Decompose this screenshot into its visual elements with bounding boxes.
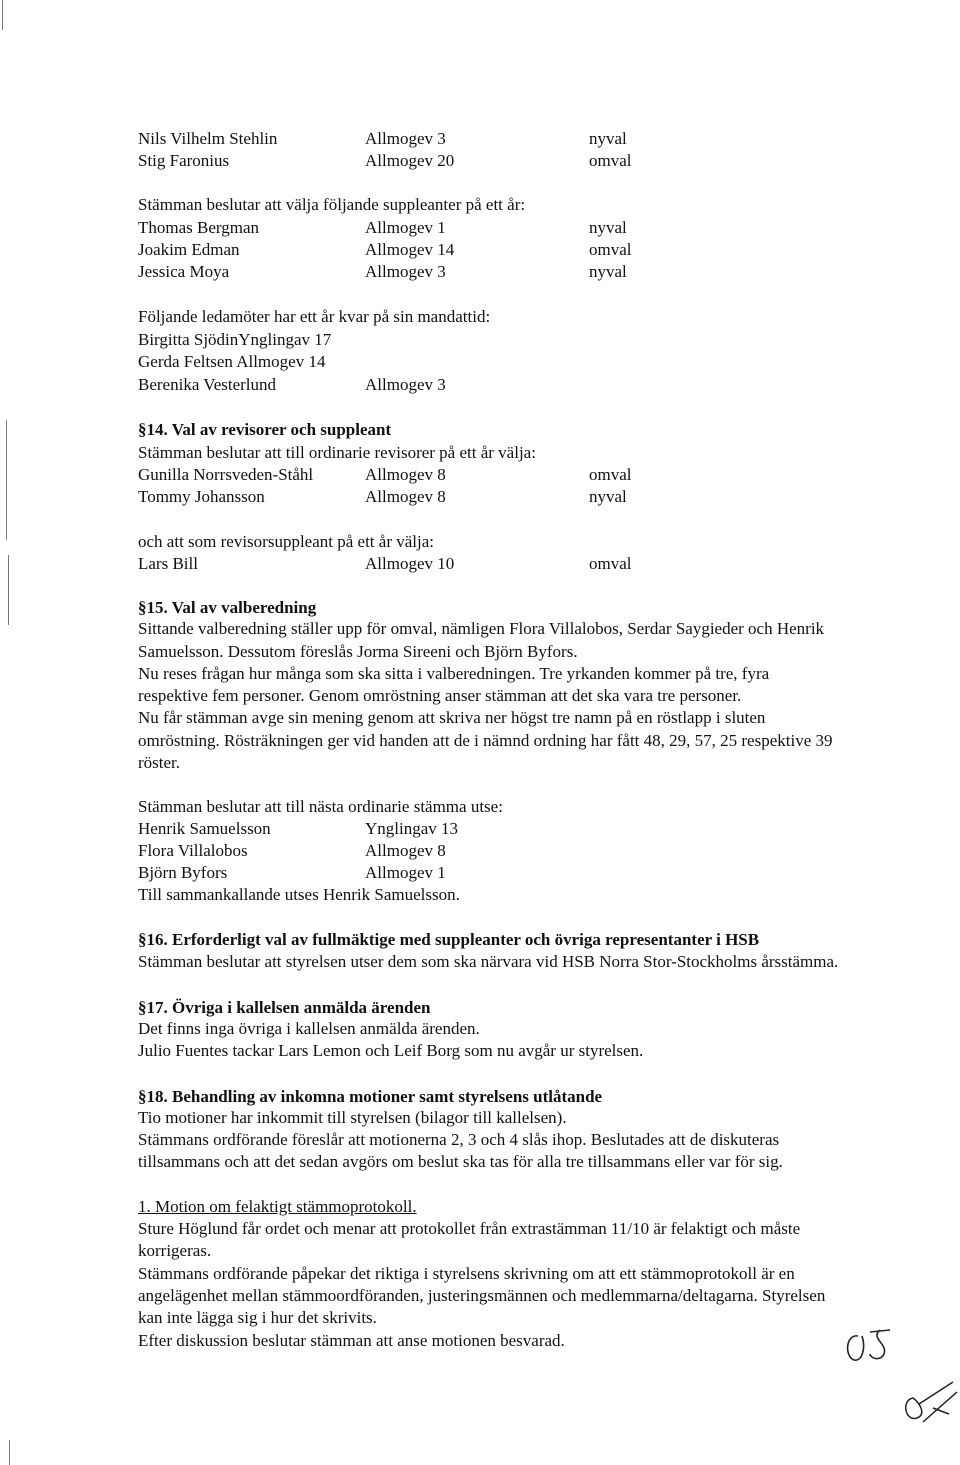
- member-name: Nils Vilhelm Stehlin: [138, 129, 278, 148]
- suppleant-status: nyval: [589, 262, 627, 281]
- auditor-suppleant-name: Lars Bill: [138, 554, 198, 573]
- motion-title: 1. Motion om felaktigt stämmoprotokoll.: [138, 1197, 417, 1216]
- section-16-heading: [138, 930, 759, 950]
- section-15-line: respektive fem personer. Genom omröstning anser stämman att det ska vara tre personer.: [138, 686, 742, 705]
- member-address: Allmogev 20: [365, 151, 455, 170]
- remaining-name: Berenika Vesterlund: [138, 375, 277, 394]
- remaining-address: Allmogev 3: [365, 375, 446, 394]
- motion-line: angelägenhet mellan stämmoordföranden, justeringsmännen och medlemmarna/deltagarna. Styrelsen: [138, 1286, 826, 1305]
- section-title: Erforderligt val av fullmäktige med suppleanter och övriga representanter i HSB: [172, 930, 760, 949]
- section-title: Övriga i kallelsen anmälda ärenden: [172, 998, 431, 1017]
- section-14-intro: Stämman beslutar att till ordinarie revisorer på ett år välja:: [138, 443, 536, 462]
- section-17-line: Det finns inga övriga i kallelsen anmälda ärenden.: [138, 1019, 480, 1038]
- section-number: §15.: [138, 598, 168, 617]
- section-15-line: Samuelsson. Dessutom föreslås Jorma Sireeni och Björn Byfors.: [138, 642, 578, 661]
- remaining-intro: Följande ledamöter har ett år kvar på sin mandattid:: [138, 307, 491, 326]
- section-18-line: Stämmans ordförande föreslår att motionerna 2, 3 och 4 slås ihop. Beslutades att de diskuteras: [138, 1130, 780, 1149]
- section-title: Val av revisorer och suppleant: [171, 420, 392, 439]
- nomination-address: Allmogev 8: [365, 841, 446, 860]
- suppleant-status: nyval: [589, 218, 627, 237]
- section-title: Val av valberedning: [171, 598, 317, 617]
- member-status: omval: [589, 151, 632, 170]
- handwritten-initials: [840, 1318, 910, 1373]
- scan-mark: [9, 1440, 10, 1465]
- auditor-suppleant-status: omval: [589, 554, 632, 573]
- motion-line: kan inte lägga sig i hur det skrivits.: [138, 1308, 377, 1327]
- motion-line: Efter diskussion beslutar stämman att anse motionen besvarad.: [138, 1331, 565, 1350]
- section-17-line: Julio Fuentes tackar Lars Lemon och Leif Borg som nu avgår ur styrelsen.: [138, 1041, 644, 1060]
- handwritten-signature: [893, 1378, 960, 1433]
- section-15-line: Nu får stämman avge sin mening genom att skriva ner högst tre namn på en röstlapp i sluten: [138, 708, 766, 727]
- auditor-suppleant-address: Allmogev 10: [365, 554, 455, 573]
- section-18-line: tillsammans och att det sedan avgörs om beslut ska tas för alla tre tillsammans eller var för sig.: [138, 1152, 783, 1171]
- member-address: Allmogev 3: [365, 129, 446, 148]
- auditor-address: Allmogev 8: [365, 487, 446, 506]
- section-number: §14.: [138, 420, 168, 439]
- section-18-heading: [138, 1087, 602, 1107]
- nomination-address: Allmogev 1: [365, 863, 446, 882]
- section-number: §16.: [138, 930, 168, 949]
- suppleant-name: Joakim Edman: [138, 240, 240, 259]
- scan-mark: [8, 555, 9, 625]
- member-name: Stig Faronius: [138, 151, 230, 170]
- nomination-name: Björn Byfors: [138, 863, 228, 882]
- suppleant-name: Jessica Moya: [138, 262, 230, 281]
- remaining-line: Gerda Feltsen Allmogev 14: [138, 352, 326, 371]
- auditor-status: omval: [589, 465, 632, 484]
- motion-line: Sture Höglund får ordet och menar att protokollet från extrastämman 11/10 är felaktigt och måste: [138, 1219, 801, 1238]
- motion-line: korrigeras.: [138, 1241, 212, 1260]
- auditor-status: nyval: [589, 487, 627, 506]
- section-18-line: Tio motioner har inkommit till styrelsen (bilagor till kallelsen).: [138, 1108, 567, 1127]
- scan-mark: [2, 0, 3, 30]
- member-status: nyval: [589, 129, 627, 148]
- convener-line: Till sammankallande utses Henrik Samuelsson.: [138, 885, 460, 904]
- nomination-name: Henrik Samuelsson: [138, 819, 271, 838]
- auditor-address: Allmogev 8: [365, 465, 446, 484]
- section-15-heading: [138, 598, 316, 618]
- suppleant-name: Thomas Bergman: [138, 218, 260, 237]
- remaining-line: Birgitta SjödinYnglingav 17: [138, 330, 332, 349]
- suppleant-status: omval: [589, 240, 632, 259]
- suppleant-address: Allmogev 1: [365, 218, 446, 237]
- section-title: Behandling av inkomna motioner samt styrelsens utlåtande: [172, 1087, 603, 1106]
- motion-line: Stämmans ordförande påpekar det riktiga i styrelsens skrivning om att ett stämmoprotokoll är en: [138, 1264, 795, 1283]
- auditor-suppleant-intro: och att som revisorsuppleant på ett år välja:: [138, 532, 434, 551]
- scan-mark: [6, 420, 7, 540]
- suppleant-address: Allmogev 3: [365, 262, 446, 281]
- section-number: §17.: [138, 998, 168, 1017]
- suppleant-address: Allmogev 14: [365, 240, 455, 259]
- auditor-name: Tommy Johansson: [138, 487, 265, 506]
- section-17-heading: [138, 998, 431, 1018]
- section-15-line: Sittande valberedning ställer upp för omval, nämligen Flora Villalobos, Serdar Saygieder och Henrik: [138, 619, 825, 638]
- section-16-text: Stämman beslutar att styrelsen utser dem som ska närvara vid HSB Norra Stor-Stockholms årsstämma.: [138, 952, 839, 971]
- section-number: §18.: [138, 1087, 168, 1106]
- suppleants-intro: Stämman beslutar att välja följande suppleanter på ett år:: [138, 195, 526, 214]
- nomination-address: Ynglingav 13: [365, 819, 459, 838]
- auditor-name: Gunilla Norrsveden-Ståhl: [138, 465, 314, 484]
- section-15-line: Nu reses frågan hur många som ska sitta i valberedningen. Tre yrkanden kommer på tre, fyra: [138, 664, 770, 683]
- nomination-name: Flora Villalobos: [138, 841, 248, 860]
- section-14-heading: [138, 420, 391, 440]
- nomination-intro: Stämman beslutar att till nästa ordinarie stämma utse:: [138, 797, 503, 816]
- section-15-line: omröstning. Rösträkningen ger vid handen att de i nämnd ordning har fått 48, 29, 57, 25 respektive 39: [138, 731, 833, 750]
- section-15-line: röster.: [138, 753, 181, 772]
